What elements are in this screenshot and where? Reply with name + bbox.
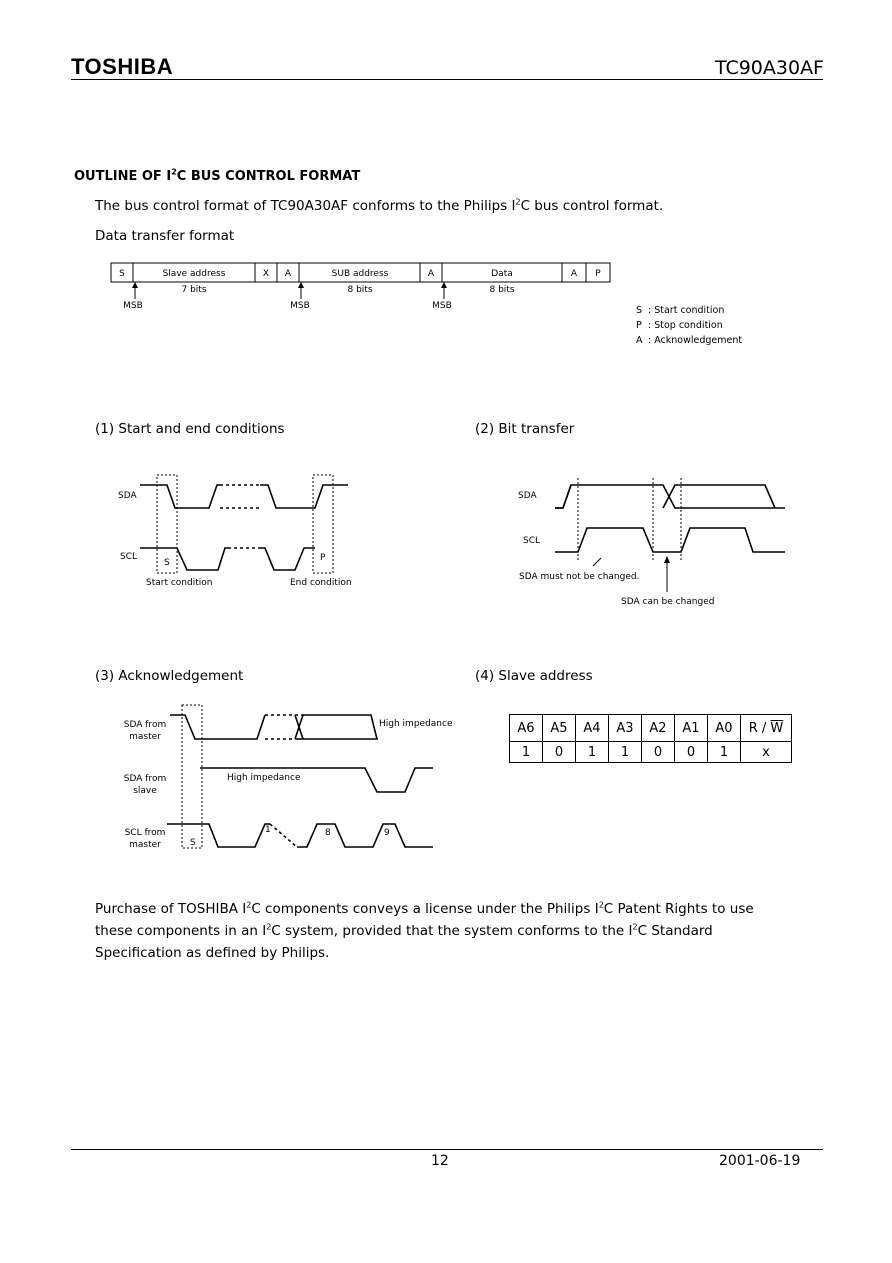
note-can-change: SDA can be changed <box>621 597 715 607</box>
sda-master-label: SDA from <box>123 720 167 730</box>
clock-9-label: 9 <box>384 828 390 838</box>
slave-address-table <box>509 714 792 763</box>
value-cell: 1 <box>510 742 543 763</box>
frame-cell: P <box>595 269 601 279</box>
clock-1-label: 1 <box>265 825 271 835</box>
start-end-diagram <box>110 470 370 595</box>
s-label: S <box>164 558 170 568</box>
slave-address-header-row <box>510 715 792 742</box>
frame-cell: Slave address <box>162 269 226 279</box>
bit-transfer-diagram <box>515 470 795 610</box>
value-cell: 1 <box>576 742 609 763</box>
part-number: TC90A30AF <box>714 57 824 79</box>
sda-label: SDA <box>518 491 537 501</box>
value-cell: 1 <box>708 742 741 763</box>
document-date: 2001-06-19 <box>719 1153 801 1169</box>
msb-label: MSB <box>290 301 310 311</box>
frame-diagram <box>100 255 660 315</box>
sda-label: SDA <box>118 491 137 501</box>
section-title-start-end: (1) Start and end conditions <box>95 421 285 437</box>
note-must-not-change: SDA must not be changed. <box>519 572 640 582</box>
bits-label: 7 bits <box>181 285 207 295</box>
clock-8-label: 8 <box>325 828 331 838</box>
high-impedance-label: High impedance <box>379 719 453 729</box>
frame-cell: A <box>284 269 292 279</box>
section-title-acknowledgement: (3) Acknowledgement <box>95 668 244 684</box>
page-number: 12 <box>431 1153 449 1169</box>
header-cell: A2 <box>642 715 675 742</box>
value-cell: 0 <box>642 742 675 763</box>
toshiba-logo: TOSHIBA <box>71 54 174 79</box>
scl-master-label: master <box>129 840 161 850</box>
license-text: Purchase of TOSHIBA $I^2C$ components conveys a license under the Philips $I^2C$ Patent Rights to use these components in an $I^2C$ system, provided that the system conforms to the $I^2C$ Standard Specification as defined by Philips. <box>95 900 754 961</box>
s-label: S <box>190 838 196 848</box>
frame-cell: S <box>119 269 125 279</box>
msb-label: MSB <box>432 301 452 311</box>
scl-label: SCL <box>523 536 541 546</box>
intro-text: The bus control format of TC90A30AF conforms to the Philips $I^2C$ bus control format. <box>95 197 664 214</box>
header-cell: A4 <box>576 715 609 742</box>
data-transfer-title: Data transfer format <box>95 228 235 244</box>
header-cell-rw: R / $\overline{W}$ <box>741 715 792 742</box>
value-cell: x <box>741 742 792 763</box>
value-cell: 0 <box>543 742 576 763</box>
sda-slave-label: SDA from <box>123 774 167 784</box>
header-rule <box>71 79 823 80</box>
slave-address-value-row <box>510 742 792 763</box>
frame-cell: A <box>427 269 435 279</box>
value-cell: 0 <box>675 742 708 763</box>
p-label: P <box>320 553 326 563</box>
end-condition-label: End condition <box>290 578 352 588</box>
high-impedance-label: High impedance <box>227 773 301 783</box>
header-cell: A1 <box>675 715 708 742</box>
acknowledgement-diagram <box>115 702 465 857</box>
section-title-bit-transfer: (2) Bit transfer <box>475 421 575 437</box>
frame-legend: S : Start condition P : Stop condition A : Acknowledgement <box>636 305 743 346</box>
msb-label: MSB <box>123 301 143 311</box>
header-cell: A5 <box>543 715 576 742</box>
footer-rule <box>71 1149 823 1150</box>
frame-cell: SUB address <box>331 269 389 279</box>
scl-master-label: SCL from <box>124 828 166 838</box>
bits-label: 8 bits <box>347 285 373 295</box>
section-heading: OUTLINE OF $I^2C$ BUS CONTROL FORMAT <box>74 167 361 184</box>
sda-master-label: master <box>129 732 161 742</box>
bits-label: 8 bits <box>489 285 515 295</box>
frame-cell: Data <box>491 269 513 279</box>
header-cell: A0 <box>708 715 741 742</box>
frame-cell: X <box>262 269 270 279</box>
header-cell: A3 <box>609 715 642 742</box>
section-title-slave-address: (4) Slave address <box>475 668 593 684</box>
scl-label: SCL <box>120 552 138 562</box>
sda-slave-label: slave <box>133 786 157 796</box>
header-cell: A6 <box>510 715 543 742</box>
frame-cell: A <box>570 269 578 279</box>
start-condition-label: Start condition <box>146 578 213 588</box>
value-cell: 1 <box>609 742 642 763</box>
